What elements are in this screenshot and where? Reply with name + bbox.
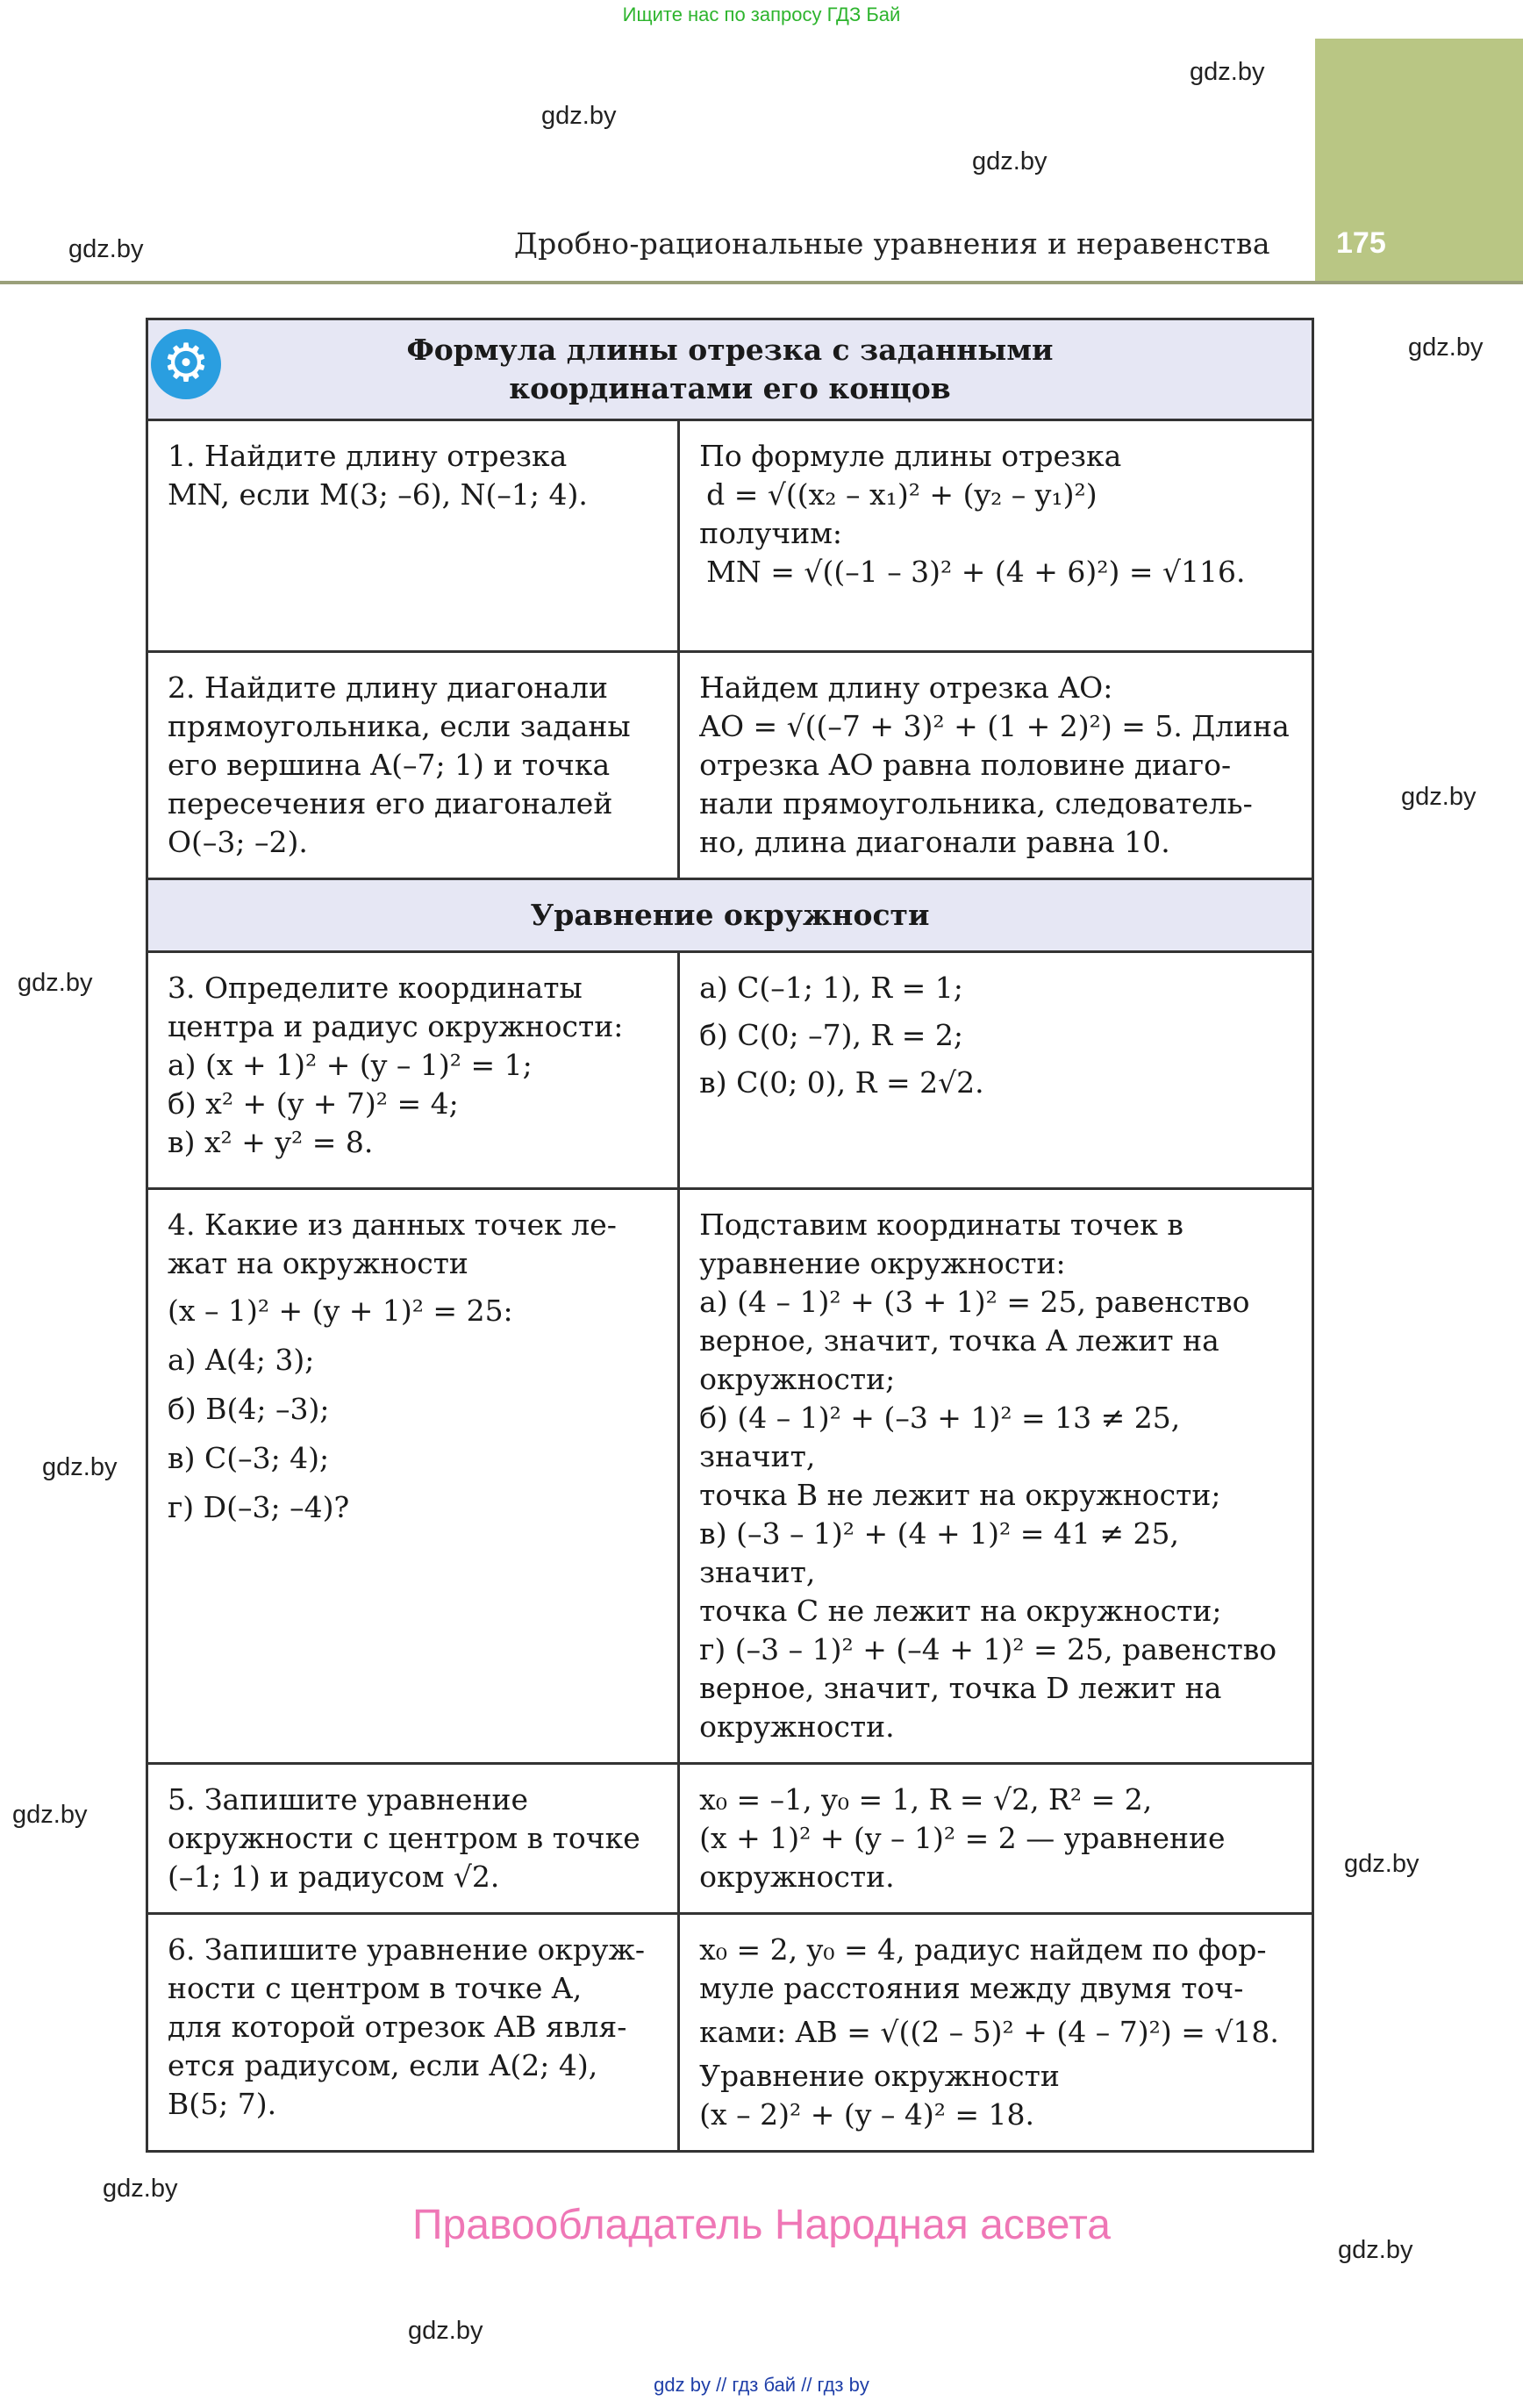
answer-text: б) C(0; –7), R = 2; [699,1018,964,1052]
question-text: пересечения его диагоналей [168,786,613,821]
question-text: 5. Запишите уравнение [168,1782,528,1817]
question-cell [147,420,679,652]
question-text: жат на окружности [168,1246,468,1280]
answer-text: окружности. [699,1860,895,1894]
question-text: окружности с центром в точке [168,1821,640,1855]
question-cell [147,1189,679,1764]
answer-text: x₀ = 2, y₀ = 4, радиус найдем по фор- [699,1932,1267,1967]
question-cell [147,652,679,879]
answer-text: Уравнение окружности [699,2059,1060,2093]
answer-text: (x + 1)² + (y – 1)² = 2 — уравнение [699,1821,1226,1855]
answer-text: окружности. [699,1709,895,1744]
answer-text: получим: [699,516,842,550]
watermark: gdz.by [42,1453,118,1481]
question-text: 1. Найдите длину отрезка [168,439,568,473]
section-title-line: Формула длины отрезка с заданными [406,333,1054,367]
answer-cell [679,652,1313,879]
exercise-table [146,318,1314,2153]
table-row [147,1189,1313,1764]
answer-text: муле расстояния между двумя точ- [699,1971,1244,2005]
watermark: gdz.by [972,147,1048,176]
question-text: прямоугольника, если заданы [168,709,631,743]
answer-cell [679,1189,1313,1764]
watermark: gdz.by [1408,333,1484,362]
answer-text: x₀ = –1, y₀ = 1, R = √2, R² = 2, [699,1782,1153,1817]
table-row [147,952,1313,1189]
settings-gear-icon: ⚙ [151,329,221,399]
table-row [147,1914,1313,2152]
section-header-segment-length [147,319,1313,420]
question-cell [147,1914,679,2152]
table-row [147,420,1313,652]
question-text: а) A(4; 3); [168,1343,315,1377]
question-text: б) x² + (y + 7)² = 4; [168,1086,459,1121]
answer-cell [679,952,1313,1189]
page-number: 175 [1336,226,1386,260]
watermark: gdz.by [408,2317,483,2345]
watermark: gdz.by [1338,2236,1413,2264]
header-divider [0,281,1523,284]
question-text: б) B(4; –3); [168,1392,330,1426]
question-text: ется радиусом, если A(2; 4), [168,2048,598,2082]
answer-text: (x – 2)² + (y – 4)² = 18. [699,2097,1035,2132]
question-text: его вершина A(–7; 1) и точка [168,748,611,782]
answer-text: г) (–3 – 1)² + (–4 + 1)² = 25, равенство [699,1632,1277,1666]
answer-text: но, длина диагонали равна 10. [699,825,1170,859]
answer-text: верное, значит, точка A лежит на [699,1323,1219,1358]
watermark: gdz.by [12,1801,88,1829]
section-header-circle-equation [147,879,1313,952]
answer-text: Найдем длину отрезка AO: [699,670,1113,705]
answer-formula: d = √((x₂ – x₁)² + (y₂ – y₁)²) [706,477,1098,512]
question-text: O(–3; –2). [168,825,308,859]
bottom-links[interactable]: gdz by // гдз бай // гдз by [654,2374,869,2396]
question-cell [147,1764,679,1914]
question-text: MN, если M(3; –6), N(–1; 4). [168,477,588,512]
answer-text: отрезка AO равна половине диаго- [699,748,1232,782]
answer-text: а) (4 – 1)² + (3 + 1)² = 25, равенство [699,1285,1250,1319]
section-title-line: координатами его концов [509,371,951,405]
answer-text: точка B не лежит на окружности; [699,1478,1221,1512]
answer-text: б) (4 – 1)² + (–3 + 1)² = 13 ≠ 25, значит, [699,1401,1181,1473]
answer-text: точка C не лежит на окружности; [699,1594,1222,1628]
question-text: 4. Какие из данных точек ле- [168,1208,617,1242]
watermark: gdz.by [541,102,617,130]
question-text: B(5; 7). [168,2087,277,2121]
question-cell [147,952,679,1189]
answer-formula: AO = √((–7 + 3)² + (1 + 2)²) = 5. Длина [699,709,1290,743]
question-text: в) x² + y² = 8. [168,1125,374,1159]
watermark: gdz.by [1190,58,1265,86]
question-text: в) C(–3; 4); [168,1441,330,1475]
answer-text: нали прямоугольника, следователь- [699,786,1253,821]
question-text: 6. Запишите уравнение окруж- [168,1932,646,1967]
question-text: для которой отрезок AB явля- [168,2010,627,2044]
section-title: Уравнение окружности [147,879,1313,952]
top-banner[interactable]: Ищите нас по запросу ГДЗ Бай [622,4,901,25]
answer-formula: ками: AB = √((2 – 5)² + (4 – 7)²) = √18. [699,2015,1279,2049]
answer-text: окружности; [699,1362,896,1396]
chapter-title: Дробно-рациональные уравнения и неравенства [514,226,1270,261]
question-text: центра и радиус окружности: [168,1009,624,1043]
answer-text: По формуле длины отрезка [699,439,1122,473]
watermark: gdz.by [1344,1850,1419,1878]
answer-text: а) C(–1; 1), R = 1; [699,971,963,1005]
answer-text: в) C(0; 0), R = 2√2. [699,1065,984,1100]
question-text: 3. Определите координаты [168,971,583,1005]
question-text: 2. Найдите длину диагонали [168,670,608,705]
watermark: gdz.by [68,235,144,263]
answer-text: уравнение окружности: [699,1246,1066,1280]
answer-text: верное, значит, точка D лежит на [699,1671,1222,1705]
watermark: gdz.by [1401,783,1477,811]
question-text: а) (x + 1)² + (y – 1)² = 1; [168,1048,533,1082]
watermark: gdz.by [18,969,93,997]
question-text: г) D(–3; –4)? [168,1490,350,1524]
answer-cell [679,420,1313,652]
question-text: (–1; 1) и радиусом √2. [168,1860,500,1894]
answer-cell [679,1764,1313,1914]
question-text: ности с центром в точке A, [168,1971,583,2005]
question-text: (x – 1)² + (y + 1)² = 25: [168,1294,513,1328]
answer-text: в) (–3 – 1)² + (4 + 1)² = 41 ≠ 25, значит, [699,1516,1179,1589]
watermark: gdz.by [103,2175,178,2203]
table-row [147,652,1313,879]
answer-cell [679,1914,1313,2152]
copyright-notice: Правообладатель Народная асвета [412,2202,1111,2248]
answer-formula: MN = √((–1 – 3)² + (4 + 6)²) = √116. [706,555,1246,589]
table-row [147,1764,1313,1914]
answer-text: Подставим координаты точек в [699,1208,1183,1242]
